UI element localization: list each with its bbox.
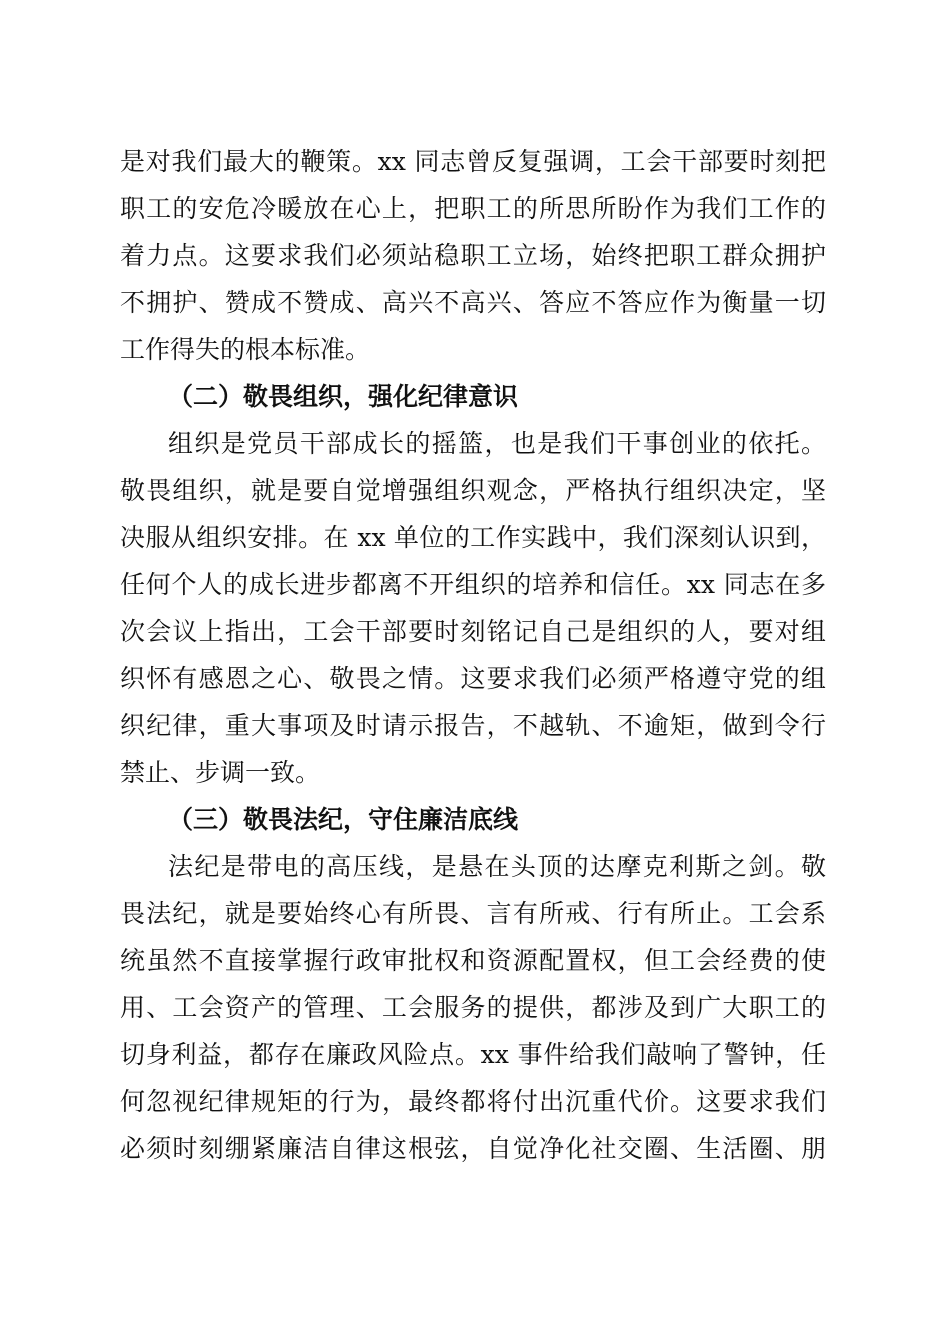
paragraph-line: 用、工会资产的管理、工会服务的提供，都涉及到广大职工的 (120, 993, 826, 1022)
paragraph-line: 不拥护、赞成不赞成、高兴不高兴、答应不答应作为衡量一切 (120, 288, 826, 317)
paragraph-line: 着力点。这要求我们必须站稳职工立场，始终把职工群众拥护 (120, 241, 826, 270)
paragraph-line: 工作得失的根本标准。 (120, 335, 371, 364)
paragraph-line: 法纪是带电的高压线，是悬在头顶的达摩克利斯之剑。敬 (168, 852, 826, 881)
paragraph-line: 切身利益，都存在廉政风险点。xx 事件给我们敲响了警钟，任 (120, 1040, 826, 1069)
paragraph-line: 畏法纪，就是要始终心有所畏、言有所戒、行有所止。工会系 (120, 899, 826, 928)
paragraph-line: 何忽视纪律规矩的行为，最终都将付出沉重代价。这要求我们 (120, 1087, 826, 1116)
section-heading: （二）敬畏组织，强化纪律意识 (168, 382, 519, 411)
paragraph-line: 禁止、步调一致。 (120, 758, 321, 787)
paragraph-line: 是对我们最大的鞭策。xx 同志曾反复强调，工会干部要时刻把 (120, 147, 826, 176)
paragraph-line: 织怀有感恩之心、敬畏之情。这要求我们必须严格遵守党的组 (120, 664, 826, 693)
section-heading: （三）敬畏法纪，守住廉洁底线 (168, 805, 519, 834)
paragraph-line: 次会议上指出，工会干部要时刻铭记自己是组织的人，要对组 (120, 617, 826, 646)
paragraph-line: 统虽然不直接掌握行政审批权和资源配置权，但工会经费的使 (120, 946, 826, 975)
paragraph-line: 组织是党员干部成长的摇篮，也是我们干事创业的依托。 (168, 429, 826, 458)
paragraph-line: 决服从组织安排。在 xx 单位的工作实践中，我们深刻认识到， (120, 523, 826, 552)
paragraph-line: 职工的安危冷暖放在心上，把职工的所思所盼作为我们工作的 (120, 194, 826, 223)
paragraph-line: 织纪律，重大事项及时请示报告，不越轨、不逾矩，做到令行 (120, 711, 826, 740)
paragraph-line: 必须时刻绷紧廉洁自律这根弦，自觉净化社交圈、生活圈、朋 (120, 1134, 826, 1163)
paragraph-line: 任何个人的成长进步都离不开组织的培养和信任。xx 同志在多 (120, 570, 826, 599)
paragraph-line: 敬畏组织，就是要自觉增强组织观念，严格执行组织决定，坚 (120, 476, 826, 505)
